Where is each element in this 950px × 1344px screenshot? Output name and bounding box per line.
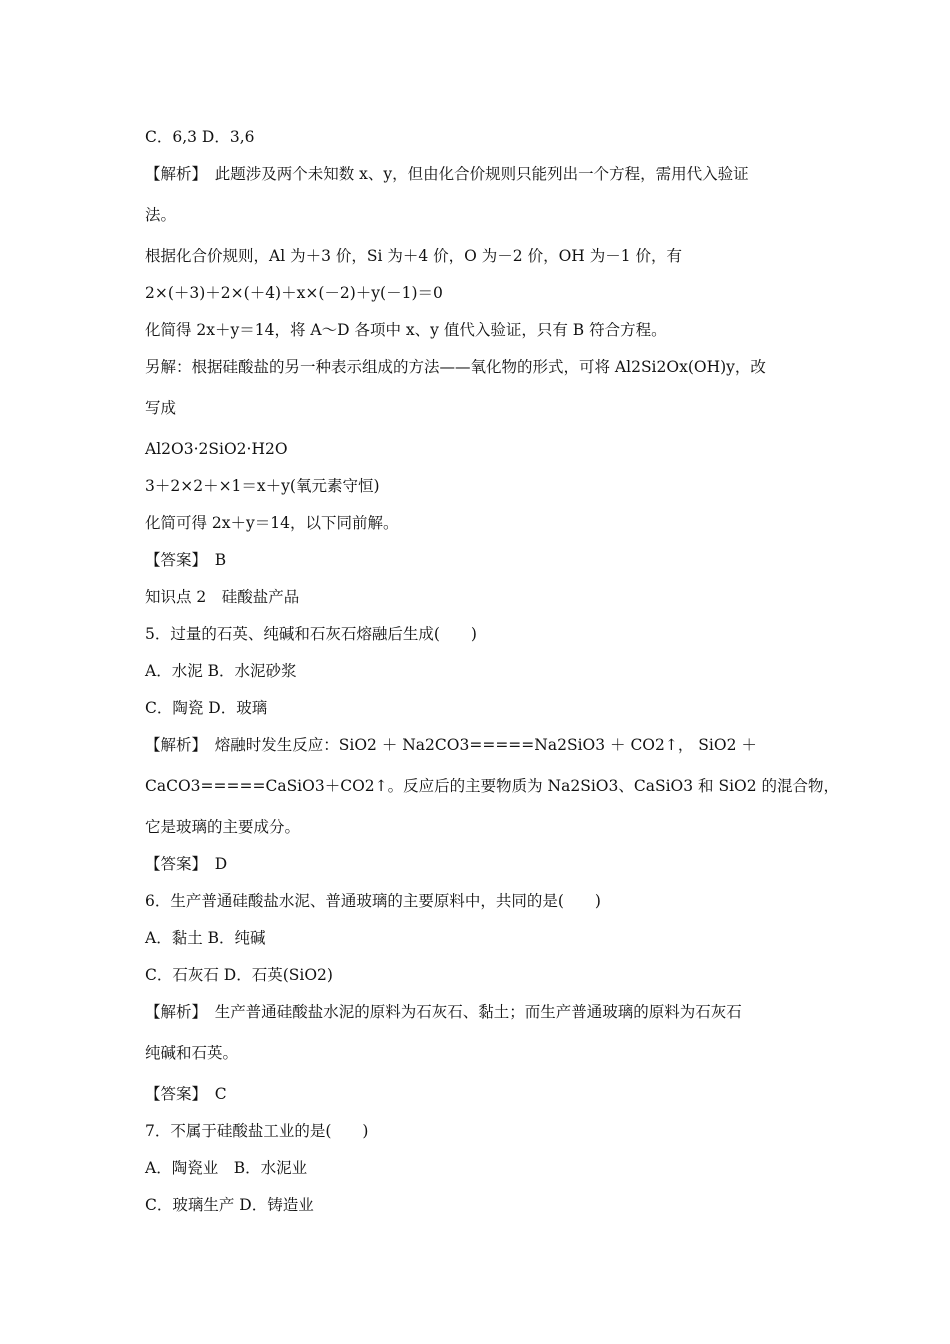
analysis-line: 化简得 2x＋y＝14，将 A～D 各项中 x、y 值代入验证，只有 B 符合方程。 [145,321,667,339]
analysis-line: 化简可得 2x＋y＝14，以下同前解。 [145,514,399,532]
option-line: C．6,3 D．3,6 [145,128,255,146]
answer-line: 【答案】 C [145,1085,227,1103]
answer-line: 【答案】 D [145,855,228,873]
option-line: A．陶瓷业 B．水泥业 [145,1159,308,1177]
answer-line: 【答案】 B [145,551,227,569]
analysis-line: 法。 [145,206,177,224]
option-line: A．黏土 B．纯碱 [145,929,266,947]
analysis-line: CaCO3=====CaSiO3＋CO2↑。反应后的主要物质为 Na2SiO3、CaSiO3 和 SiO2 的混合物， [145,777,840,795]
option-line: C．陶瓷 D．玻璃 [145,699,268,717]
analysis-line: 纯碱和石英。 [145,1044,239,1062]
option-line: C．石灰石 D．石英(SiO2) [145,966,333,984]
analysis-line: 根据化合价规则，Al 为＋3 价，Si 为＋4 价，O 为－2 价，OH 为－1 价，有 [145,247,683,265]
alternative-solution-line: 另解：根据硅酸盐的另一种表示组成的方法——氧化物的形式，可将 Al2Si2Ox(OH)y，改 [145,358,766,376]
alternative-solution-line: 写成 [145,399,177,417]
option-line: C．玻璃生产 D．铸造业 [145,1196,314,1214]
analysis-line: 它是玻璃的主要成分。 [145,818,301,836]
section-heading: 知识点 2 硅酸盐产品 [145,588,300,606]
equation-line: 2×(＋3)＋2×(＋4)＋x×(－2)＋y(－1)＝0 [145,284,443,302]
analysis-line: 【解析】 生产普通硅酸盐水泥的原料为石灰石、黏土；而生产普通玻璃的原料为石灰石 [145,1003,742,1021]
analysis-line: 【解析】 此题涉及两个未知数 x、y，但由化合价规则只能列出一个方程，需用代入验证 [145,165,749,183]
document-page [145,121,840,1226]
question-line: 7．不属于硅酸盐工业的是( ) [145,1122,369,1140]
analysis-line: 【解析】 熔融时发生反应：SiO2 ＋ Na2CO3=====Na2SiO3 ＋ CO2↑， SiO2 ＋ [145,736,757,754]
question-line: 6．生产普通硅酸盐水泥、普通玻璃的主要原料中，共同的是( ) [145,892,601,910]
formula-line: Al2O3·2SiO2·H2O [145,440,288,458]
question-line: 5．过量的石英、纯碱和石灰石熔融后生成( ) [145,625,477,643]
option-line: A．水泥 B．水泥砂浆 [145,662,297,680]
equation-line: 3＋2×2＋×1＝x＋y(氧元素守恒) [145,477,380,495]
